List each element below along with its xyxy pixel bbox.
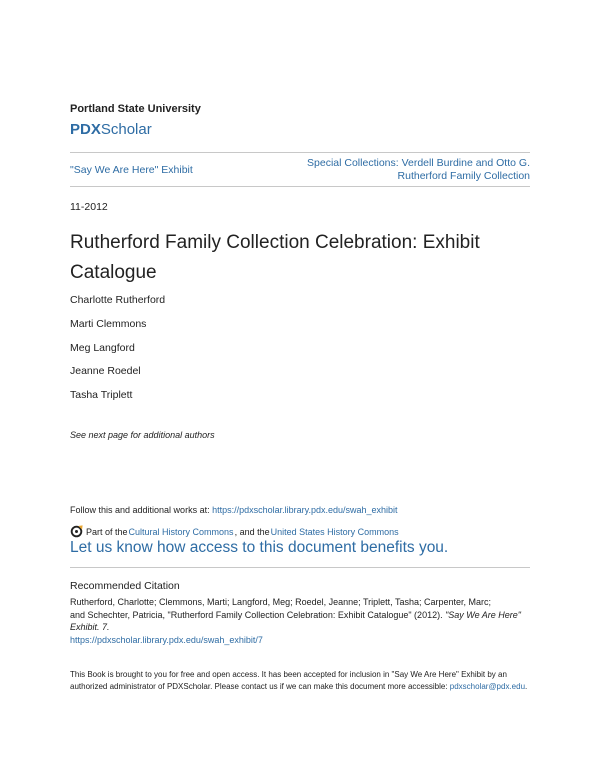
follow-line (70, 505, 398, 515)
follow-text: Follow this and additional works at: (70, 505, 213, 515)
author-name: Meg Langford (70, 342, 135, 354)
collections-divider (70, 186, 530, 187)
access-statement (70, 669, 532, 692)
citation-line1: Rutherford, Charlotte; Clemmons, Marti; Langford, Meg; Roedel, Jeanne; Triplett, Tasha; Carpenter, Marc; (70, 597, 492, 607)
follow-url-link[interactable]: https://pdxscholar.library.pdx.edu/swah_exhibit (212, 505, 398, 515)
repository-suffix: Scholar (100, 121, 152, 138)
commons-network-icon (70, 525, 83, 538)
cultural-history-commons-link[interactable]: Cultural History Commons (128, 526, 234, 537)
part-of-line (70, 525, 399, 538)
citation-line2: and Schechter, Patricia, "Rutherford Family Collection Celebration: Exhibit Catalogue" (2012). (70, 609, 446, 620)
contact-email-link[interactable]: pdxscholar@pdx.edu (449, 681, 526, 691)
access-statement-end: . (525, 681, 528, 691)
citation-divider (70, 567, 530, 568)
author-name: Marti Clemmons (70, 318, 147, 330)
university-name: Portland State University (70, 103, 201, 115)
us-history-commons-link[interactable]: United States History Commons (270, 526, 399, 537)
author-name: Charlotte Rutherford (70, 294, 166, 306)
citation-url-link[interactable]: https://pdxscholar.library.pdx.edu/swah_exhibit/7 (70, 634, 263, 645)
author-name: Jeanne Roedel (70, 365, 141, 377)
recommended-citation-heading: Recommended Citation (70, 580, 180, 592)
part-of-prefix: Part of the (86, 526, 128, 537)
benefits-feedback-link[interactable]: Let us know how access to this document benefits you. (70, 539, 449, 556)
access-statement-text: This Book is brought to you for free and open access. It has been accepted for inclusion in "Say We Are Here" Exhibit by an authorized administrator of PDXScholar. Please contact us if we can make this document more accessible: (70, 670, 507, 691)
special-collections-link[interactable] (270, 157, 530, 183)
citation-series: "Say We Are Here" Exhibit (70, 609, 521, 632)
additional-authors-note: See next page for additional authors (70, 430, 215, 440)
author-name: Tasha Triplett (70, 389, 133, 401)
exhibit-collection-link[interactable]: "Say We Are Here" Exhibit (70, 164, 193, 176)
top-divider (70, 152, 530, 153)
citation-text (70, 596, 532, 646)
part-of-middle: , and the (234, 526, 270, 537)
special-collections-line1: Special Collections: Verdell Burdine and Otto G. (307, 157, 530, 169)
special-collections-line2: Rutherford Family Collection (397, 170, 530, 182)
repository-prefix: PDX (70, 121, 101, 138)
citation-number: . 7. (97, 622, 110, 632)
document-title: Rutherford Family Collection Celebration: Exhibit Catalogue (70, 232, 480, 283)
repository-logo-link[interactable] (70, 121, 152, 138)
publication-date: 11-2012 (70, 201, 108, 213)
